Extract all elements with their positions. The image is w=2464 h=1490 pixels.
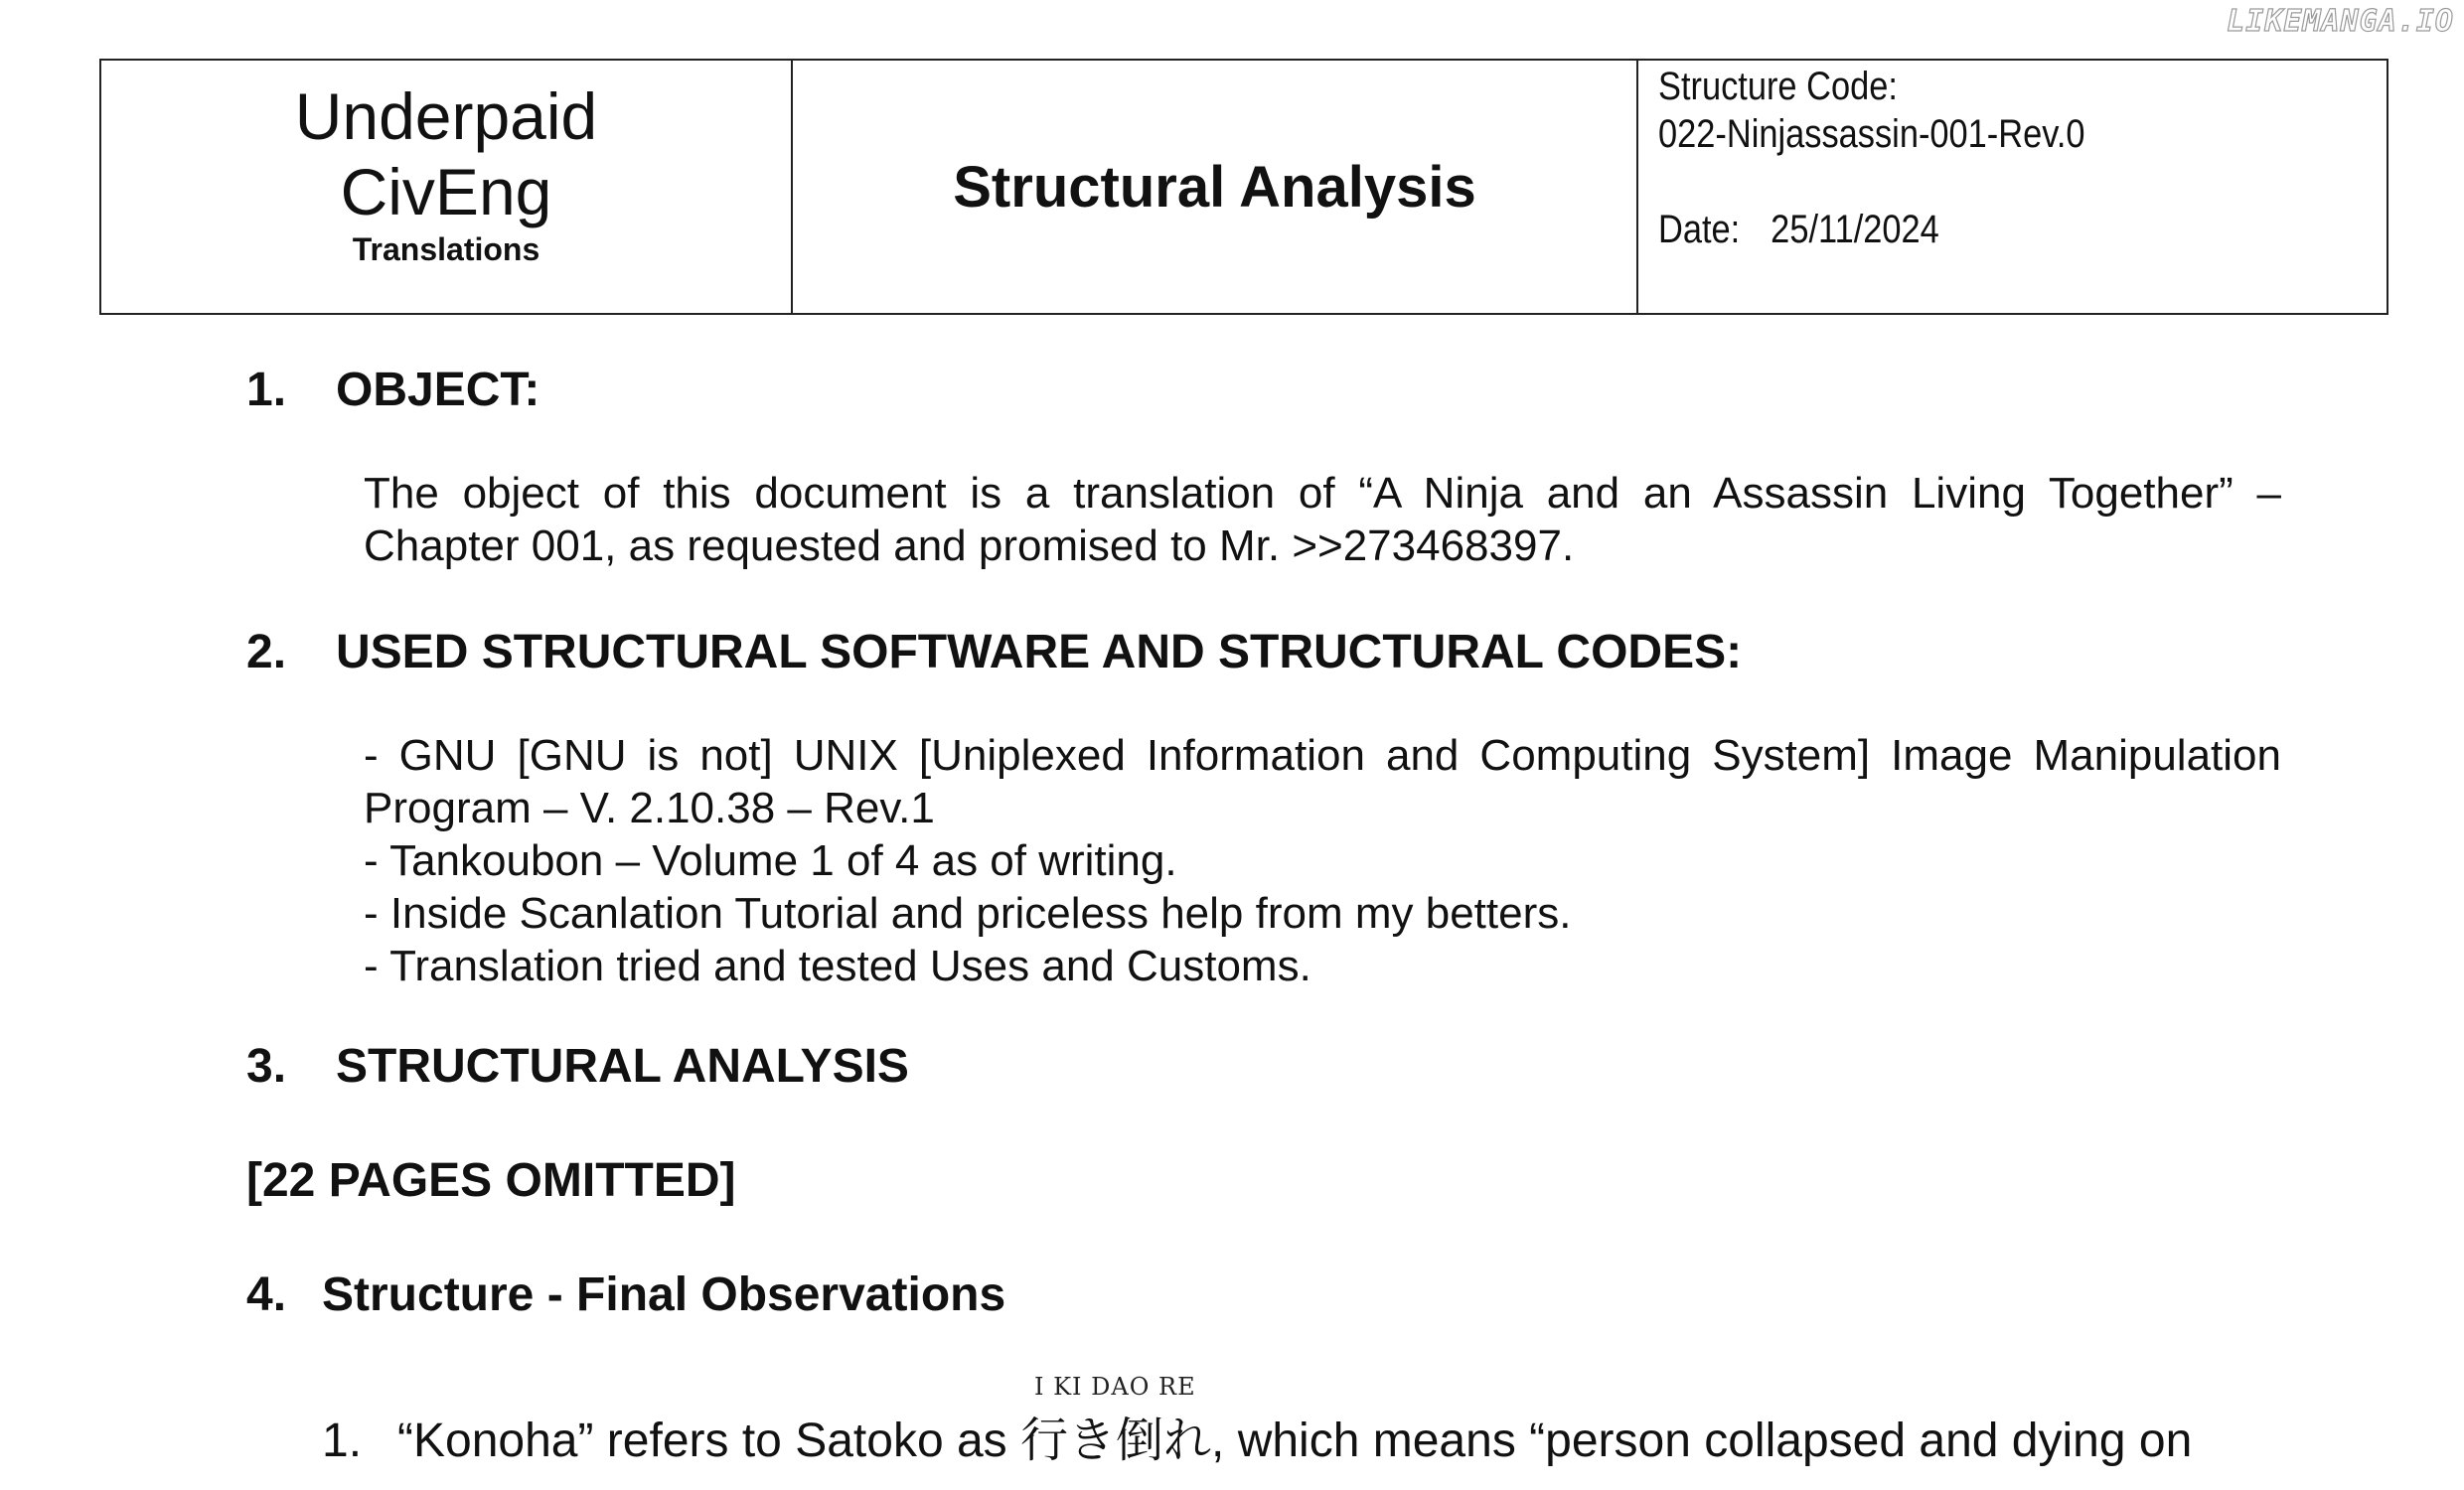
date-label: Date:: [1658, 208, 1741, 251]
date-row: [1658, 206, 2284, 253]
structure-code-value: 022-Ninjassassin-001-Rev.0: [1658, 112, 2085, 156]
section-number: 2.: [246, 626, 287, 678]
list-item: - Tankoubon – Volume 1 of 4 as of writing.: [364, 836, 1177, 885]
list-item: - GNU [GNU is not] UNIX [Uniplexed Information and Computing System] Image Manipulation: [364, 731, 2281, 780]
structure-code-label: Structure Code:: [1658, 65, 1898, 108]
section-number: 1.: [246, 364, 287, 416]
section-heading-observations: [246, 1267, 1005, 1322]
section-number: 3.: [246, 1040, 287, 1093]
header-logo-cell: [101, 61, 791, 313]
omitted-pages-note: [22 PAGES OMITTED]: [246, 1154, 736, 1207]
section-heading-analysis: [246, 1039, 909, 1094]
section-title: Structure - Final Observations: [322, 1268, 1006, 1321]
section-number: 4.: [246, 1268, 287, 1321]
object-paragraph: [364, 467, 2281, 572]
document-header-table: [99, 59, 2388, 315]
section-title: OBJECT:: [336, 364, 540, 416]
paragraph-line: The object of this document is a translation of “A Ninja and an Assassin Living Together” –: [364, 469, 2281, 518]
observation-text-after: , which means “person collapsed and dying on: [1211, 1415, 2193, 1467]
watermark-logo: LIKEMANGA.IO: [2227, 4, 2454, 39]
japanese-term: [1020, 1373, 1212, 1470]
software-list: [364, 729, 2281, 992]
header-code-cell: [1636, 61, 2387, 313]
section-heading-object: [246, 363, 539, 417]
logo-line-1: Underpaid: [294, 79, 598, 153]
date-value: 25/11/2024: [1771, 208, 1939, 251]
list-item: - Translation tried and tested Uses and Customs.: [364, 942, 1311, 990]
section-heading-software: [246, 625, 1742, 679]
document-title: Structural Analysis: [953, 154, 1476, 220]
section-title: USED STRUCTURAL SOFTWARE AND STRUCTURAL CODES:: [336, 626, 1743, 678]
header-title-cell: [791, 61, 1636, 313]
section-title: STRUCTURAL ANALYSIS: [336, 1040, 909, 1093]
list-item-continuation: Program – V. 2.10.38 – Rev.1: [364, 784, 935, 832]
observation-text-before: “Konoha” refers to Satoko as: [397, 1415, 1020, 1467]
japanese-text: 行き倒れ: [1020, 1413, 1212, 1468]
logo-subtitle: Translations: [352, 231, 540, 267]
observation-number: 1.: [322, 1415, 363, 1467]
paragraph-line: Chapter 001, as requested and promised to Mr. >>273468397.: [364, 522, 1575, 570]
furigana-annotation: I KI DAO RE: [1034, 1373, 1196, 1401]
list-item: - Inside Scanlation Tutorial and priceless help from my betters.: [364, 889, 1572, 938]
observation-item: [322, 1373, 2309, 1471]
logo-line-2: CivEng: [340, 155, 552, 228]
